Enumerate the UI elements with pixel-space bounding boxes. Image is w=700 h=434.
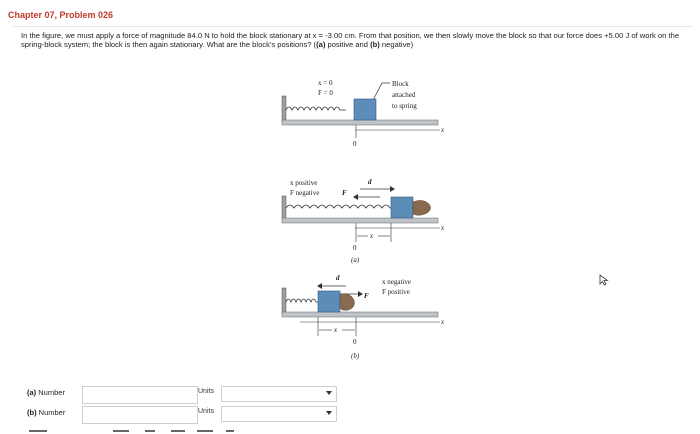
- top-axis-x: x: [441, 126, 445, 134]
- problem-text-2: positive and: [325, 40, 371, 49]
- top-floor: [282, 120, 438, 125]
- top-spring: [286, 107, 346, 110]
- b-f-sign: F positive: [382, 288, 410, 296]
- answer-b-label: [27, 408, 65, 417]
- a-zero: 0: [353, 244, 357, 252]
- a-block: [391, 197, 413, 218]
- top-zero: 0: [353, 140, 357, 148]
- problem-bold-b: (b): [370, 40, 380, 49]
- b-caption: (b): [351, 352, 360, 360]
- a-x-marker: x: [370, 232, 374, 240]
- b-block: [318, 291, 340, 312]
- b-axis-x: x: [441, 318, 445, 326]
- answer-a-units-label: Units: [198, 388, 214, 395]
- answer-b-letter: (b): [27, 408, 37, 417]
- answer-b-units-label: Units: [198, 408, 214, 415]
- figure-panel-a: [282, 178, 445, 264]
- top-block-label-1: Block: [392, 80, 409, 88]
- a-axis-x: x: [441, 224, 445, 232]
- answer-section: [21, 382, 621, 426]
- answer-b-number-input[interactable]: [82, 406, 198, 424]
- cropped-bottom-strip: [21, 428, 671, 434]
- problem-text-1: In the figure, we must apply a force of magnitude 84.0 N to hold the block stationary at x = -3.00 cm. From that position, we then slowly move the block so that our force does +5.00 J of work on the spring-block system; the block is then again stationary. What are the block's positions? (: [21, 31, 680, 49]
- answer-a-units-select[interactable]: [221, 386, 337, 402]
- chevron-down-icon: [326, 411, 332, 415]
- a-spring: [286, 205, 391, 208]
- problem-bold-a: (a): [316, 40, 326, 49]
- b-force-label: F: [364, 292, 369, 300]
- answer-a-label: [27, 388, 65, 397]
- b-floor: [282, 312, 438, 317]
- answer-a-number-label: Number: [38, 388, 65, 397]
- top-block-label-2: attached: [392, 91, 416, 99]
- spring-block-figure: [260, 76, 460, 366]
- a-caption: (a): [351, 256, 360, 264]
- figure-top-panel: [282, 79, 445, 148]
- chevron-down-icon: [326, 391, 332, 395]
- top-block: [354, 99, 376, 120]
- answer-row-b: [21, 406, 621, 422]
- answer-a-letter: (a): [27, 388, 37, 397]
- a-floor: [282, 218, 438, 223]
- top-x-eq: x = 0: [318, 79, 333, 87]
- problem-text-3: negative): [379, 40, 414, 49]
- b-zero: 0: [353, 338, 357, 346]
- b-x-marker: x: [334, 326, 338, 334]
- answer-row-a: [21, 386, 621, 402]
- a-disp-label: d: [368, 178, 372, 186]
- b-spring: [286, 299, 318, 302]
- a-x-sign: x positive: [290, 179, 318, 187]
- top-f-eq: F = 0: [318, 89, 333, 97]
- top-block-label-3: to spring: [392, 102, 417, 110]
- header-bar: [13, 4, 693, 27]
- answer-b-units-select[interactable]: [221, 406, 337, 422]
- answer-b-number-label: Number: [38, 408, 66, 417]
- a-f-sign: F negative: [290, 189, 320, 197]
- b-x-sign: x negative: [382, 278, 411, 286]
- figure-panel-b: [282, 274, 445, 360]
- a-force-label: F: [342, 189, 347, 197]
- b-disp-label: d: [336, 274, 340, 282]
- answer-a-number-input[interactable]: [82, 386, 198, 404]
- a-hand-icon: [413, 200, 431, 215]
- mouse-cursor-icon: [599, 274, 609, 286]
- top-wall: [282, 96, 286, 122]
- problem-statement: [21, 31, 681, 49]
- b-hand-icon: [340, 294, 354, 311]
- chapter-title: Chapter 07, Problem 026: [8, 10, 114, 20]
